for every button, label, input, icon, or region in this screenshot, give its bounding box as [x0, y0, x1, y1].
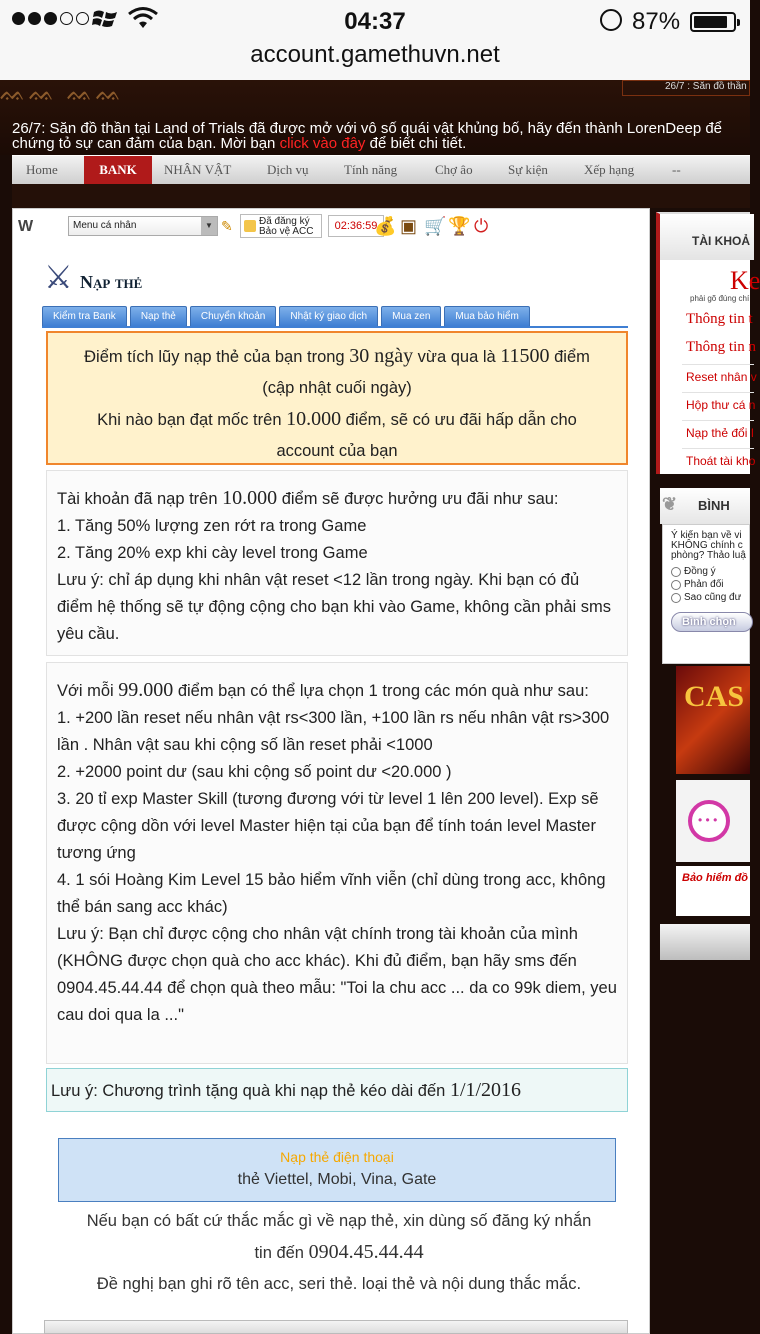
- lock-line-1: Đã đăng ký: [259, 216, 310, 227]
- phone-card-topup[interactable]: [58, 1138, 616, 1202]
- sidebar-link-inbox[interactable]: Hộp thư cá n: [686, 398, 756, 412]
- chevron-down-icon[interactable]: ▼: [201, 217, 217, 235]
- user-toolbar: [18, 212, 650, 240]
- poll-box: [662, 524, 750, 664]
- sword-icon: ⚔: [44, 259, 73, 295]
- account-panel: [656, 212, 760, 474]
- logout-power-icon[interactable]: ⏻: [474, 216, 489, 236]
- account-hint: phải gõ đúng chí: [690, 294, 750, 303]
- sidebar-link-topup[interactable]: Nạp thẻ đổi I: [686, 426, 755, 440]
- tab-kiem-tra-bank[interactable]: Kiểm tra Bank: [42, 306, 127, 326]
- session-timer: 02:36:59: [328, 215, 384, 237]
- tab-mua-zen[interactable]: Mua zen: [381, 306, 441, 326]
- divider: [682, 448, 754, 449]
- insurance-ad-banner[interactable]: Bảo hiểm đồ: [676, 866, 750, 916]
- divider: [682, 364, 754, 365]
- news-link[interactable]: click vào đây: [279, 135, 366, 152]
- shopping-cart-icon[interactable]: 🛒: [424, 216, 447, 236]
- sidebar-link-info-2[interactable]: Thông tin n: [686, 339, 756, 355]
- points-notice: [46, 331, 628, 465]
- tab-mua-bao-hiem[interactable]: Mua bảo hiểm: [444, 306, 529, 326]
- menu-item-more[interactable]: --: [672, 162, 681, 177]
- sidebar-link-logout[interactable]: Thoát tài kho: [686, 454, 756, 468]
- divider: [682, 420, 754, 421]
- gift-item: 3. 20 tỉ exp Master Skill (tương đương với từ level 1 lên 200 level). Exp sẽ được cộng dồn với level Master hiện tại của bạn để tính toán level Master tương ứng: [57, 790, 599, 862]
- phone-topup-title[interactable]: Nạp thẻ điện thoại: [280, 1149, 394, 1165]
- menu-item-su-kien[interactable]: Sự kiện: [508, 162, 548, 177]
- tab-nap-the[interactable]: Nạp thẻ: [130, 306, 187, 326]
- radio-button[interactable]: [671, 580, 681, 590]
- notice-line-4: account của bạn: [276, 442, 398, 460]
- menu-item-cho-ao[interactable]: Chợ âo: [435, 162, 473, 177]
- notice-line-3: Khi nào bạn đạt mốc trên 10.000 điểm, sẽ có ưu đãi hấp dẫn cho: [97, 408, 577, 430]
- account-protection-badge[interactable]: [240, 214, 322, 238]
- end-date: 1/1/2016: [449, 1079, 522, 1101]
- menu-item-xep-hang[interactable]: Xếp hạng: [584, 162, 635, 177]
- main-menu: [12, 155, 750, 184]
- treasure-chest-icon[interactable]: ▣: [400, 216, 418, 236]
- benefits-heading: Tài khoản đã nạp trên 10.000 điểm sẽ được hưởng ưu đãi như sau:: [57, 487, 559, 509]
- gift-item: 4. 1 sói Hoàng Kim Level 15 bảo hiểm vĩnh viễn (chỉ dùng trong acc, không thể bán sang acc khác): [57, 871, 606, 916]
- benefit-item: 2. Tăng 20% exp khi cày level trong Game: [57, 544, 368, 562]
- battery-percent: 87%: [632, 8, 681, 35]
- poll-question: KHÔNG chính c: [671, 540, 743, 551]
- clock: 04:37: [344, 8, 406, 35]
- sidebar-footer: [660, 924, 750, 960]
- gift-item: 1. +200 lần reset nếu nhân vật rs<300 lần, +100 lần rs nếu nhân vật rs>300 lần . Nhân vật sau khi cộng số lần reset phải <1000: [57, 709, 610, 754]
- benefits-note: Lưu ý: chỉ áp dụng khi nhân vật reset <12 lần trong ngày. Khi bạn có đủ điểm hệ thống sẽ tự động cộng cho bạn khi vào Game, không cần phải sms yêu cầu.: [57, 571, 612, 643]
- gifts-heading: Với mỗi 99.000 điểm bạn có thể lựa chọn 1 trong các món quà như sau:: [57, 679, 589, 701]
- gift-item: 2. +2000 point dư (sau khi cộng số point dư <20.000 ): [57, 763, 452, 781]
- lock-line-2: Bảo vệ ACC: [259, 226, 314, 237]
- poll-header: [660, 488, 750, 524]
- threshold-value: 10.000: [286, 408, 342, 430]
- banner-art: ᨐᨐ ᨐᨐ: [0, 80, 125, 105]
- battery-icon: [690, 12, 736, 32]
- poll-option-agree[interactable]: Đồng ý: [671, 565, 749, 578]
- history-table-header: [44, 1320, 628, 1334]
- account-panel-title: TÀI KHOẢ: [660, 214, 754, 260]
- poll-title: BÌNH: [698, 498, 730, 513]
- news-text: 26/7: Săn đồ thần tại Land of Trials đã được mở với vô số quái vật khủng bố, hãy đến thành LorenDeep để chứng tỏ sự can đảm của bạn. Mời bạn: [12, 120, 723, 152]
- alarm-icon: [600, 9, 622, 31]
- benefits-box: [46, 470, 628, 656]
- right-sidebar: [656, 212, 760, 962]
- radio-button[interactable]: [671, 567, 681, 577]
- points-value: 11500: [500, 345, 550, 367]
- money-bag-icon[interactable]: 💰: [374, 216, 397, 236]
- casino-ad-banner[interactable]: CAS: [676, 666, 750, 774]
- gifts-box: [46, 662, 628, 1064]
- benefit-item: 1. Tăng 50% lượng zen rớt ra trong Game: [57, 517, 367, 535]
- address-bar[interactable]: account.gamethuvn.net: [0, 42, 750, 80]
- divider: [682, 392, 754, 393]
- menu-item-tinh-nang[interactable]: Tính năng: [344, 162, 398, 177]
- lock-icon: [244, 220, 256, 232]
- sidebar-link-info-1[interactable]: Thông tin t: [686, 311, 753, 327]
- contact-phone: 0904.45.44.44: [308, 1241, 424, 1263]
- menu-item-bank[interactable]: BANK: [84, 156, 152, 185]
- contact-info: Nếu bạn có bất cứ thắc mắc gì về nạp thẻ, xin dùng số đăng ký nhắn tin đến 0904.45.44.44 Đề nghị bạn ghi rõ tên acc, seri thẻ. loại thẻ và nội dung thắc mắc.: [86, 1212, 592, 1293]
- vote-button[interactable]: Bình chọn: [671, 612, 753, 632]
- page-title: Nạp thẻ: [80, 272, 143, 292]
- poll-question: phòng? Thảo luậ: [671, 550, 746, 561]
- poll-option-whatever[interactable]: Sao cũng đư: [671, 591, 749, 604]
- notice-line-2: (cập nhật cuối ngày): [262, 379, 412, 397]
- tab-chuyen-khoan[interactable]: Chuyển khoản: [190, 306, 277, 326]
- banner-right-news[interactable]: 26/7 : Săn đồ thần: [622, 80, 750, 96]
- wing-icon: ❦: [662, 494, 678, 514]
- menu-item-home[interactable]: Home: [26, 162, 58, 177]
- menu-shadow-strip: [12, 184, 750, 208]
- radio-button[interactable]: [671, 593, 681, 603]
- sidebar-link-reset[interactable]: Reset nhân v: [686, 370, 757, 384]
- poll-option-disagree[interactable]: Phản đối: [671, 578, 749, 591]
- chat-bubble-icon: [688, 800, 730, 842]
- pencil-icon[interactable]: ✎: [221, 218, 233, 234]
- program-end-note: Lưu ý: Chương trình tặng quà khi nạp thẻ kéo dài đến 1/1/2016: [46, 1068, 628, 1112]
- chat-ad-banner[interactable]: [676, 780, 750, 862]
- account-name: Ke: [730, 266, 760, 295]
- site-logo[interactable]: W: [18, 218, 34, 235]
- days-value: 30 ngày: [349, 345, 414, 367]
- tabs-underline: [42, 326, 628, 328]
- personal-menu-select[interactable]: [68, 216, 218, 236]
- gifts-note: Lưu ý: Bạn chỉ được cộng cho nhân vật chính trong tài khoản của mình (KHÔNG được chọn quà cho acc khác). Khi đủ điểm, bạn hãy sms đến 0904.45.44.44 để chọn quà theo mẫu: "Toi la chu acc ... da co 99k diem, yeu cau doi qua la ...": [57, 925, 617, 1024]
- poll-question: Ý kiến bạn về vi: [671, 530, 742, 541]
- news-suffix: để biết chi tiết.: [365, 135, 467, 152]
- menu-item-nhan-vat[interactable]: NHÂN VẬT: [164, 162, 232, 177]
- notice-line-1: Điểm tích lũy nạp thẻ của bạn trong 30 ngày vừa qua là 11500 điểm: [84, 345, 590, 367]
- news-ticker: [12, 121, 750, 151]
- personal-menu-value: Menu cá nhân: [73, 220, 137, 231]
- tab-nhat-ky-giao-dich[interactable]: Nhật ký giao dịch: [279, 306, 378, 326]
- status-bar: [0, 0, 750, 42]
- phone-topup-carriers: thẻ Viettel, Mobi, Vina, Gate: [237, 1171, 437, 1188]
- trophy-icon[interactable]: 🏆: [448, 216, 471, 236]
- menu-item-dich-vu[interactable]: Dịch vụ: [267, 162, 309, 177]
- bank-tabs: [42, 306, 530, 326]
